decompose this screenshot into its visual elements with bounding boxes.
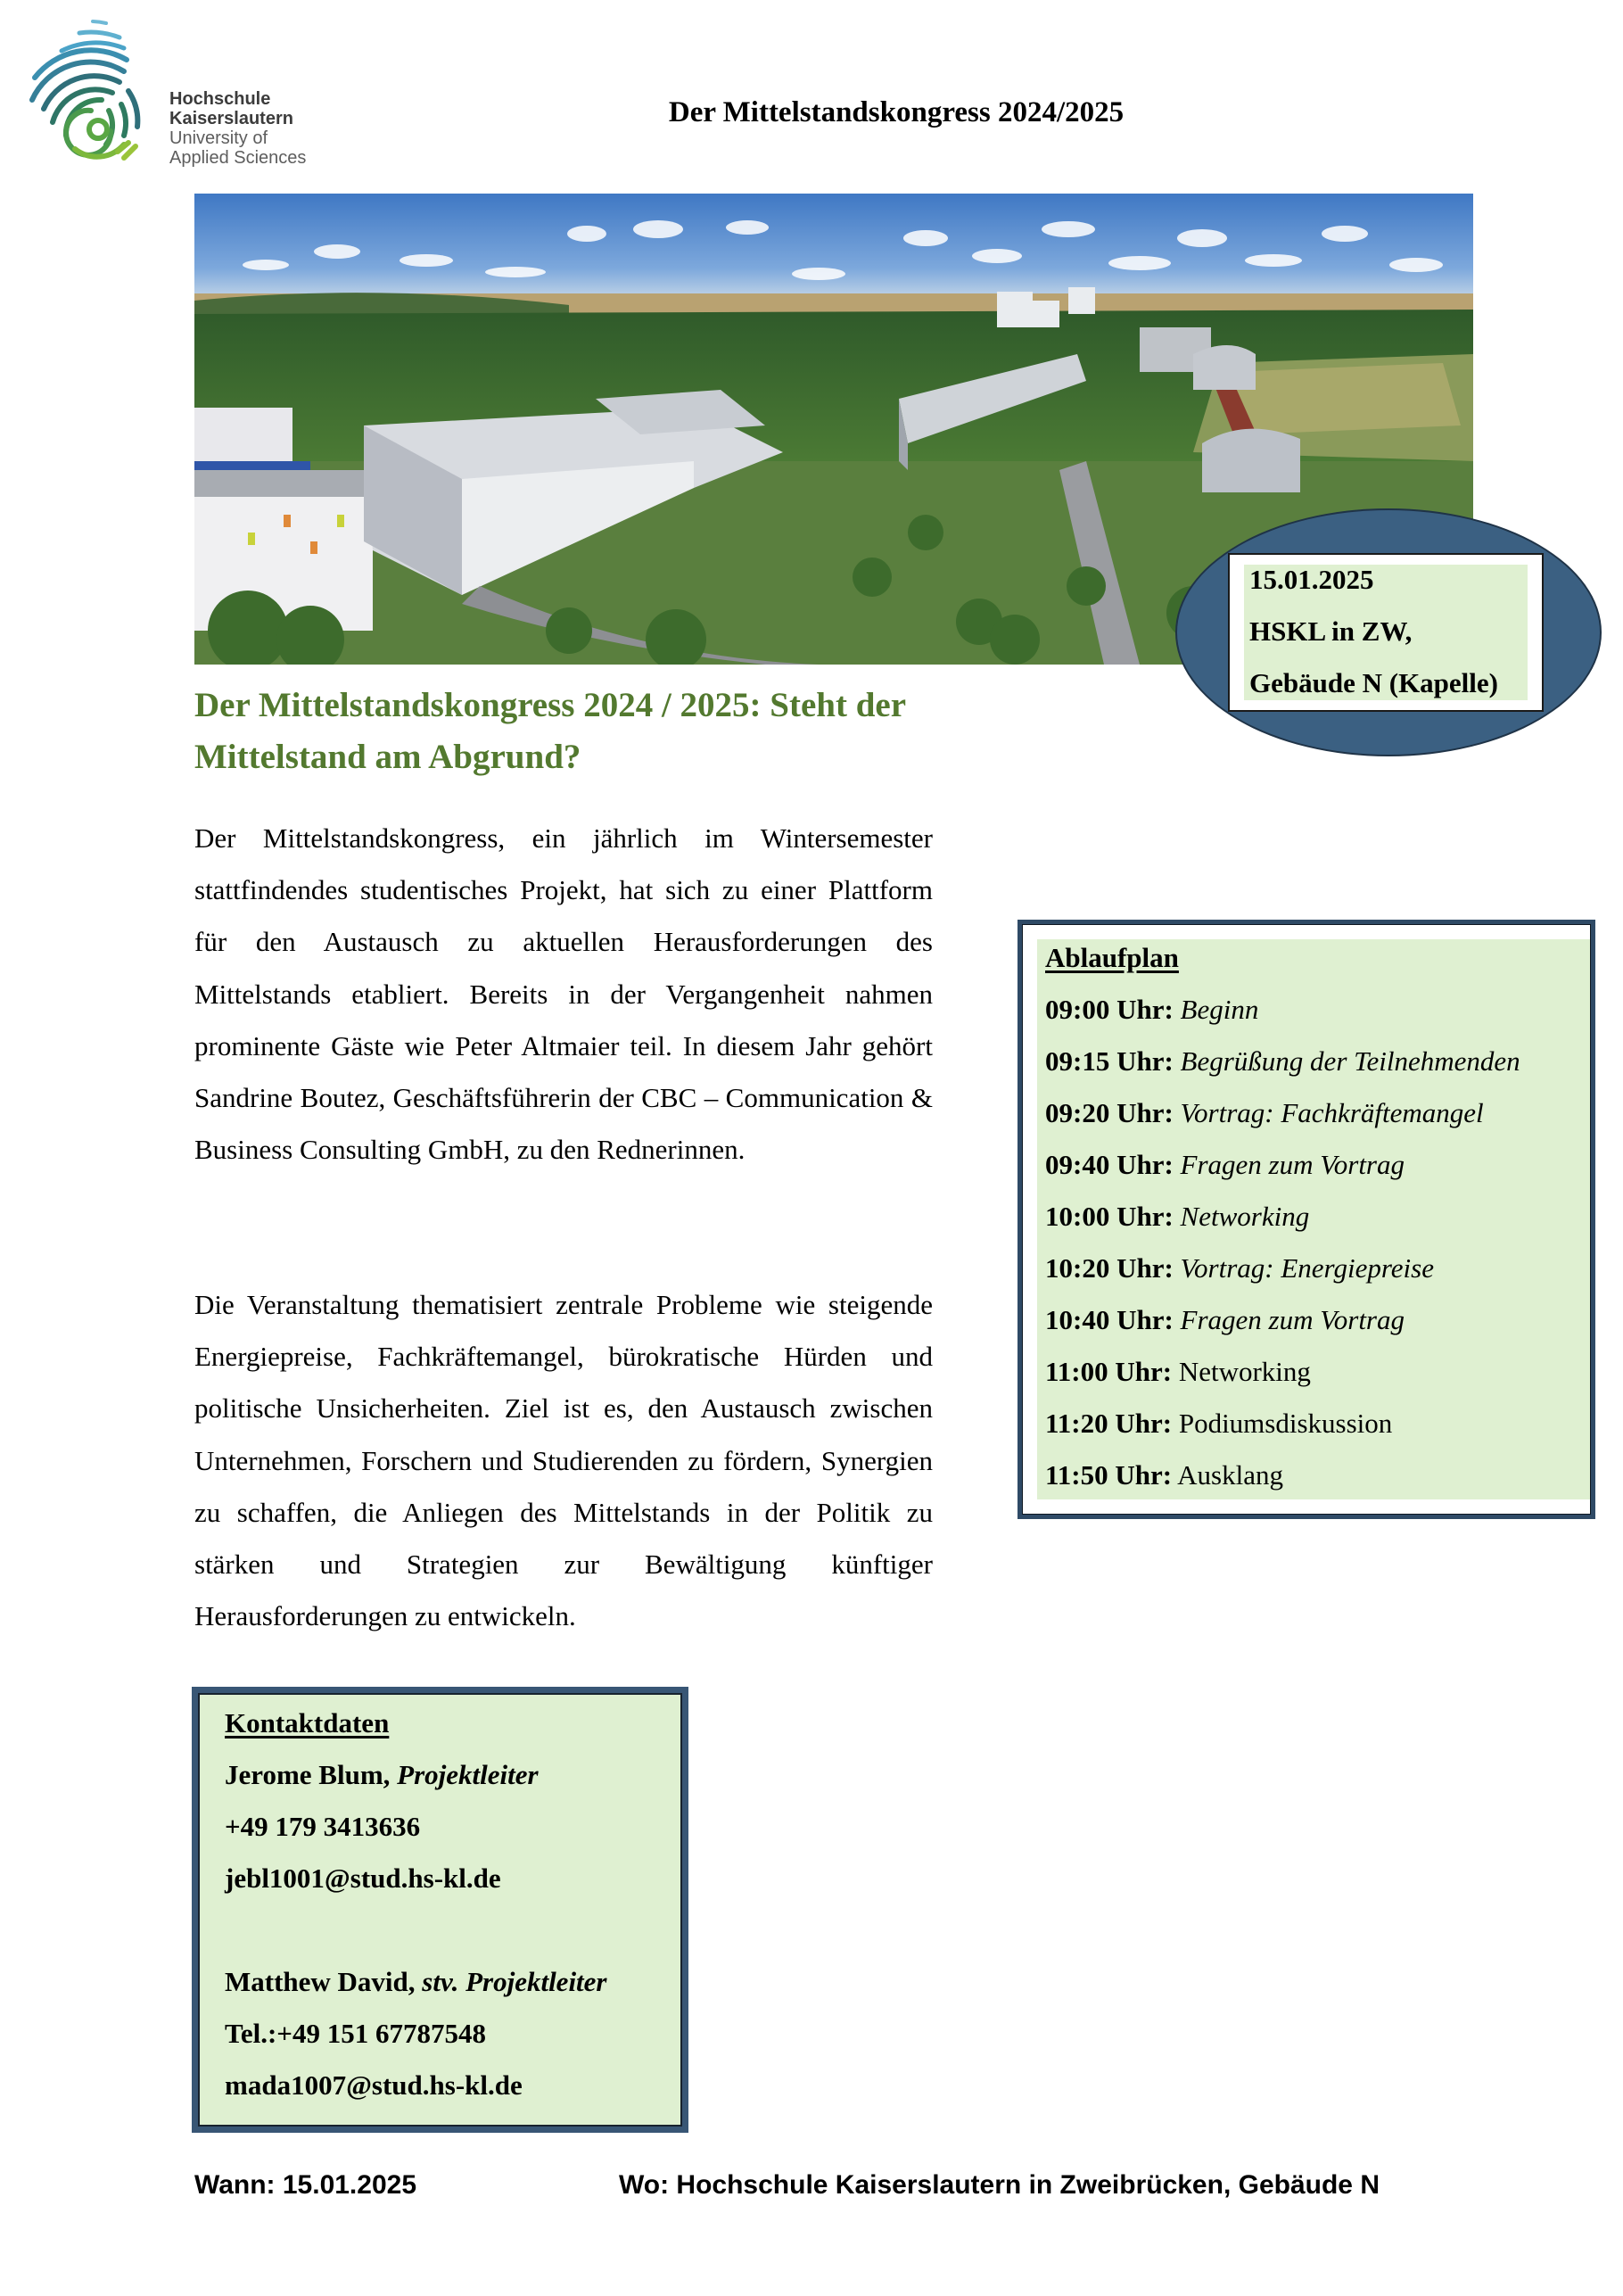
schedule-item [1045, 1201, 1309, 1233]
schedule-label: Podiumsdiskussion [1178, 1408, 1393, 1439]
event-building: Gebäude N (Kapelle) [1249, 667, 1498, 698]
university-logo [12, 11, 316, 168]
schedule-item [1045, 1459, 1283, 1491]
schedule-box [1017, 920, 1595, 1519]
schedule-heading: Ablaufplan [1045, 942, 1179, 973]
schedule-time: 11:50 Uhr: [1045, 1459, 1173, 1491]
schedule-item [1045, 1045, 1520, 1078]
schedule-item [1045, 1304, 1405, 1336]
logo-line-1: Hochschule [169, 89, 271, 109]
article-paragraph-2: Die Veranstaltung thematisiert zentrale Probleme wie steigende Energiepreise, Fachkräftemangel, bürokratische Hürden und politische Unsicherheiten. Ziel ist es, den Austausch zwischen Unternehmen, Forschern und Studierenden zu fördern, Synergien zu schaffen, die Anliegen des Mittelstands in der Politik zu stärken und Strategien zur Bewältigung künftiger Herausforderungen zu entwickeln. [194, 1289, 933, 1632]
contact-email-1[interactable]: jebl1001@stud.hs-kl.de [225, 1862, 501, 1894]
footer-where: Wo: Hochschule Kaiserslautern in Zweibrücken, Gebäude N [619, 2170, 1380, 2200]
contact-box [192, 1687, 688, 2133]
logo-line-3: University of [169, 128, 268, 148]
contact-person-1 [225, 1759, 539, 1791]
schedule-item [1045, 1356, 1311, 1388]
event-date: 15.01.2025 [1249, 564, 1374, 595]
date-badge-card [1228, 553, 1544, 712]
schedule-label: Ausklang [1177, 1459, 1283, 1491]
schedule-time: 09:15 Uhr: [1045, 1045, 1174, 1077]
contact-email-2[interactable]: mada1007@stud.hs-kl.de [225, 2069, 523, 2101]
contact-name: Matthew David, [225, 1966, 416, 1997]
logo-fingerprint-icon [12, 11, 155, 162]
schedule-time: 09:00 Uhr: [1045, 994, 1174, 1025]
schedule-time: 10:00 Uhr: [1045, 1201, 1174, 1232]
schedule-item [1045, 1252, 1434, 1284]
contact-phone-1[interactable]: +49 179 3413636 [225, 1811, 421, 1842]
article-paragraph-1: Der Mittelstandskongress, ein jährlich im Wintersemester stattfindendes studentisches Projekt, hat sich zu einer Plattform für den Austausch zu aktuellen Herausforderungen des Mittelstands etabliert. Bereits in der Vergangenheit nahmen prominente Gäste wie Peter Altmaier teil. In diesem Jahr gehört Sandrine Boutez, Geschäftsführerin der CBC – Communication & Business Consulting GmbH, zu den Rednerinnen. [194, 822, 933, 1166]
schedule-label: Fragen zum Vortrag [1180, 1149, 1405, 1180]
page-header-title: Der Mittelstandskongress 2024/2025 [668, 96, 1125, 128]
schedule-time: 09:20 Uhr: [1045, 1097, 1174, 1128]
schedule-item [1045, 1097, 1484, 1129]
schedule-item [1045, 1408, 1392, 1440]
event-venue: HSKL in ZW, [1249, 615, 1413, 647]
schedule-label: Begrüßung der Teilnehmenden [1180, 1045, 1520, 1077]
schedule-label: Vortrag: Energiepreise [1180, 1252, 1434, 1284]
contact-phone-2[interactable]: Tel.:+49 151 67787548 [225, 2018, 486, 2049]
schedule-item [1045, 1149, 1405, 1181]
schedule-label: Fragen zum Vortrag [1180, 1304, 1405, 1335]
contact-person-2 [225, 1966, 607, 1998]
schedule-time: 11:00 Uhr: [1045, 1356, 1173, 1387]
schedule-time: 10:20 Uhr: [1045, 1252, 1174, 1284]
contact-role: stv. Projektleiter [422, 1966, 607, 1997]
contact-name: Jerome Blum, [225, 1759, 391, 1790]
schedule-time: 11:20 Uhr: [1045, 1408, 1173, 1439]
logo-line-2: Kaiserslautern [169, 109, 293, 128]
schedule-time: 10:40 Uhr: [1045, 1304, 1174, 1335]
contact-role: Projektleiter [397, 1759, 539, 1790]
schedule-label: Beginn [1180, 994, 1259, 1025]
article-headline: Der Mittelstandskongress 2024 / 2025: Steht der Mittelstand am Abgrund? [194, 686, 906, 776]
contact-heading: Kontaktdaten [225, 1707, 390, 1739]
footer-when: Wann: 15.01.2025 [194, 2170, 417, 2200]
schedule-label: Networking [1178, 1356, 1311, 1387]
logo-line-4: Applied Sciences [169, 148, 307, 168]
schedule-time: 09:40 Uhr: [1045, 1149, 1174, 1180]
schedule-label: Vortrag: Fachkräftemangel [1180, 1097, 1484, 1128]
schedule-item [1045, 994, 1258, 1026]
schedule-label: Networking [1180, 1201, 1310, 1232]
